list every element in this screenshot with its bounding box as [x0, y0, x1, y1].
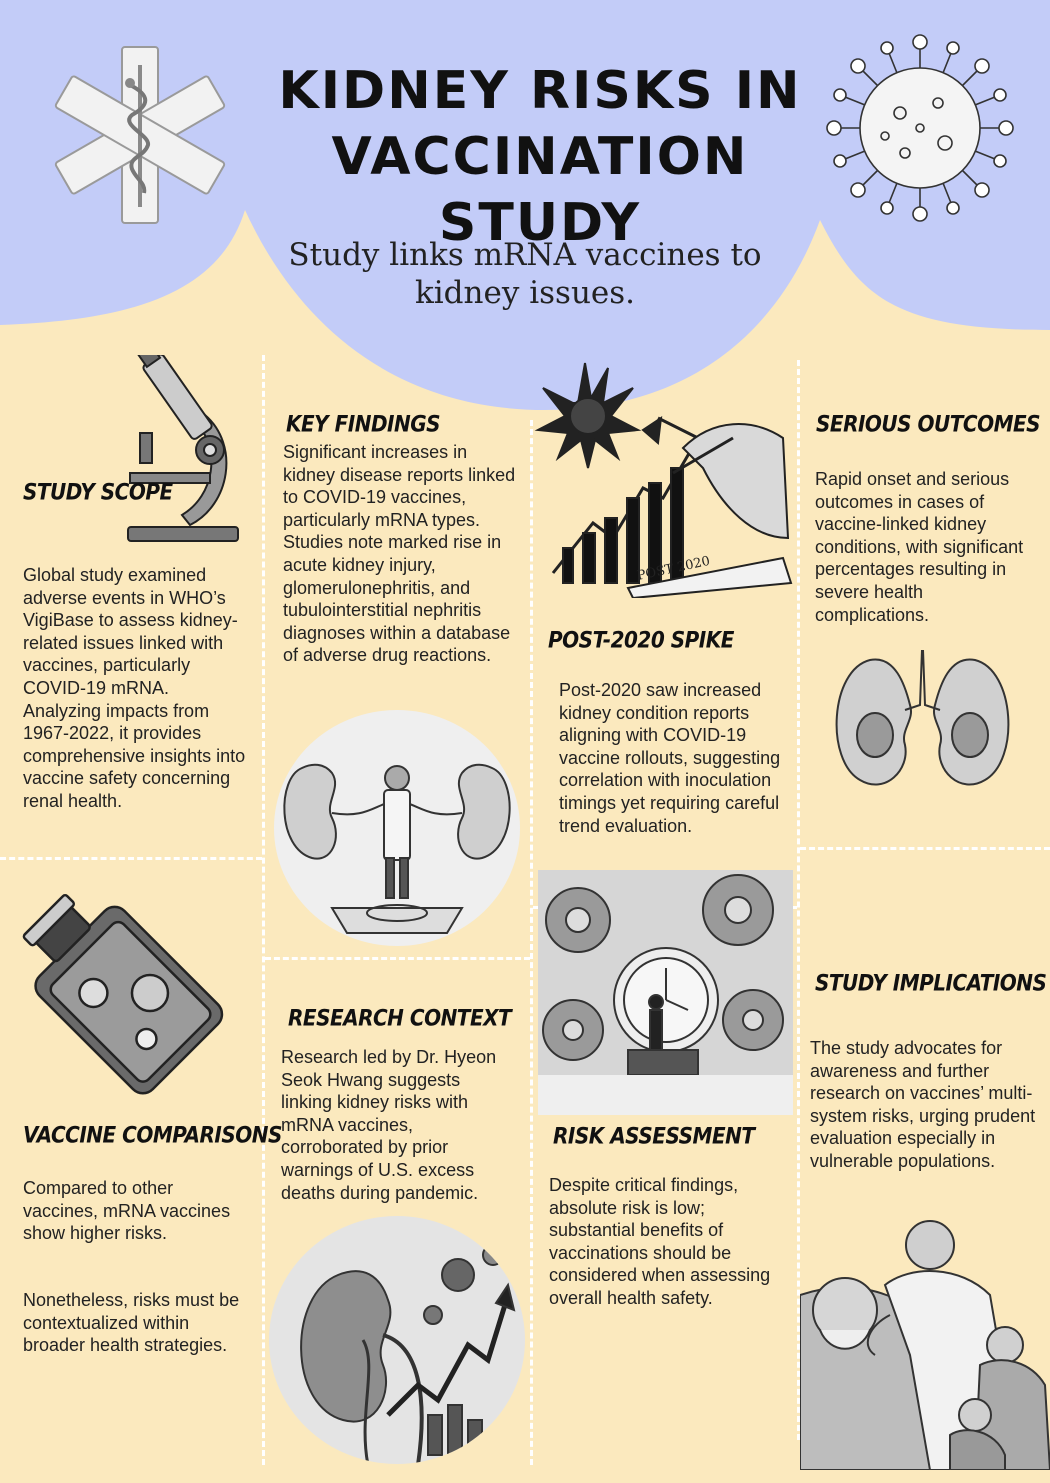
risk-assessment-text: Despite critical findings, absolute risk is low; substantial benefits of vaccinations should be considered when assessing overall health safety. — [549, 1175, 771, 1308]
serious-outcomes-text: Rapid onset and serious outcomes in cases of vaccine-linked kidney conditions, with significant percentages resulting in severe health complications. — [815, 469, 1024, 625]
vaccine-comparisons-heading: VACCINE COMPARISONS — [23, 1121, 282, 1148]
research-context-heading: RESEARCH CONTEXT — [288, 1004, 512, 1031]
research-context-text: Research led by Dr. Hyeon Seok Hwang suggests linking kidney risks with mRNA vaccines, corroborated by prior warnings of U.S. excess deaths during pandemic. — [281, 1047, 497, 1203]
serious-outcomes-heading: SERIOUS OUTCOMES — [816, 410, 1041, 437]
study-scope-text: Global study examined adverse events in WHO’s VigiBase to assess kidney-related issues linked with vaccines, particularly COVID-19 mRNA. Analyzing impacts from 1967-2022, it provides comprehensive insights into vaccine safety concerning renal health. — [23, 565, 246, 811]
title-line-1: KIDNEY RISKS IN — [278, 61, 802, 121]
kidney-doctor-illustration — [272, 708, 522, 948]
risk-assessment-heading: RISK ASSESSMENT — [553, 1122, 755, 1149]
page-title — [270, 58, 810, 256]
post-2020-text: Post-2020 saw increased kidney condition reports aligning with COVID-19 vaccine rollouts, suggesting correlation with inoculation timings yet requiring careful trend evaluation. — [559, 680, 781, 836]
row-divider — [0, 857, 262, 860]
key-findings-text: Significant increases in kidney disease reports linked to COVID-19 vaccines, particularly mRNA types. Studies note marked rise in acute kidney injury, glomerulonephritis, and tubulointerstitial nephritis diagnoses within a database of adverse drug reactions. — [283, 442, 516, 666]
title-line-2: VACCINATION STUDY — [331, 127, 749, 253]
gears-clock-illustration — [538, 870, 793, 1115]
row-divider — [800, 847, 1050, 850]
row-divider — [265, 957, 530, 960]
chart-label: POST 2020 — [635, 553, 712, 584]
vaccine-vial-illustration — [5, 875, 260, 1110]
post-2020-chart-illustration — [533, 358, 793, 598]
vaccine-comparisons-text-2: Nonetheless, risks must be contextualized within broader health strategies. — [23, 1290, 240, 1356]
star-of-life-icon — [40, 40, 240, 230]
column-divider — [262, 355, 265, 1465]
microscope-icon — [120, 355, 245, 545]
study-implications-heading: STUDY IMPLICATIONS — [815, 969, 1047, 996]
virus-icon — [820, 30, 1020, 225]
post-2020-heading: POST-2020 SPIKE — [548, 626, 734, 653]
doctor-patient-illustration — [800, 1215, 1050, 1470]
key-findings-heading: KEY FINDINGS — [286, 410, 441, 437]
subtitle-line-1: Study links mRNA vaccines to — [288, 237, 762, 273]
subtitle-line-2: kidney issues. — [414, 275, 636, 311]
kidneys-illustration — [830, 650, 1015, 795]
kidney-chart-illustration — [268, 1215, 526, 1465]
page-subtitle — [280, 236, 770, 312]
vaccine-comparisons-text-1: Compared to other vaccines, mRNA vaccines show higher risks. — [23, 1178, 231, 1244]
study-implications-text: The study advocates for awareness and further research on vaccines’ multi-system risks, urging prudent evaluation especially in vulnerable populations. — [810, 1038, 1036, 1171]
study-scope-heading: STUDY SCOPE — [23, 478, 173, 505]
